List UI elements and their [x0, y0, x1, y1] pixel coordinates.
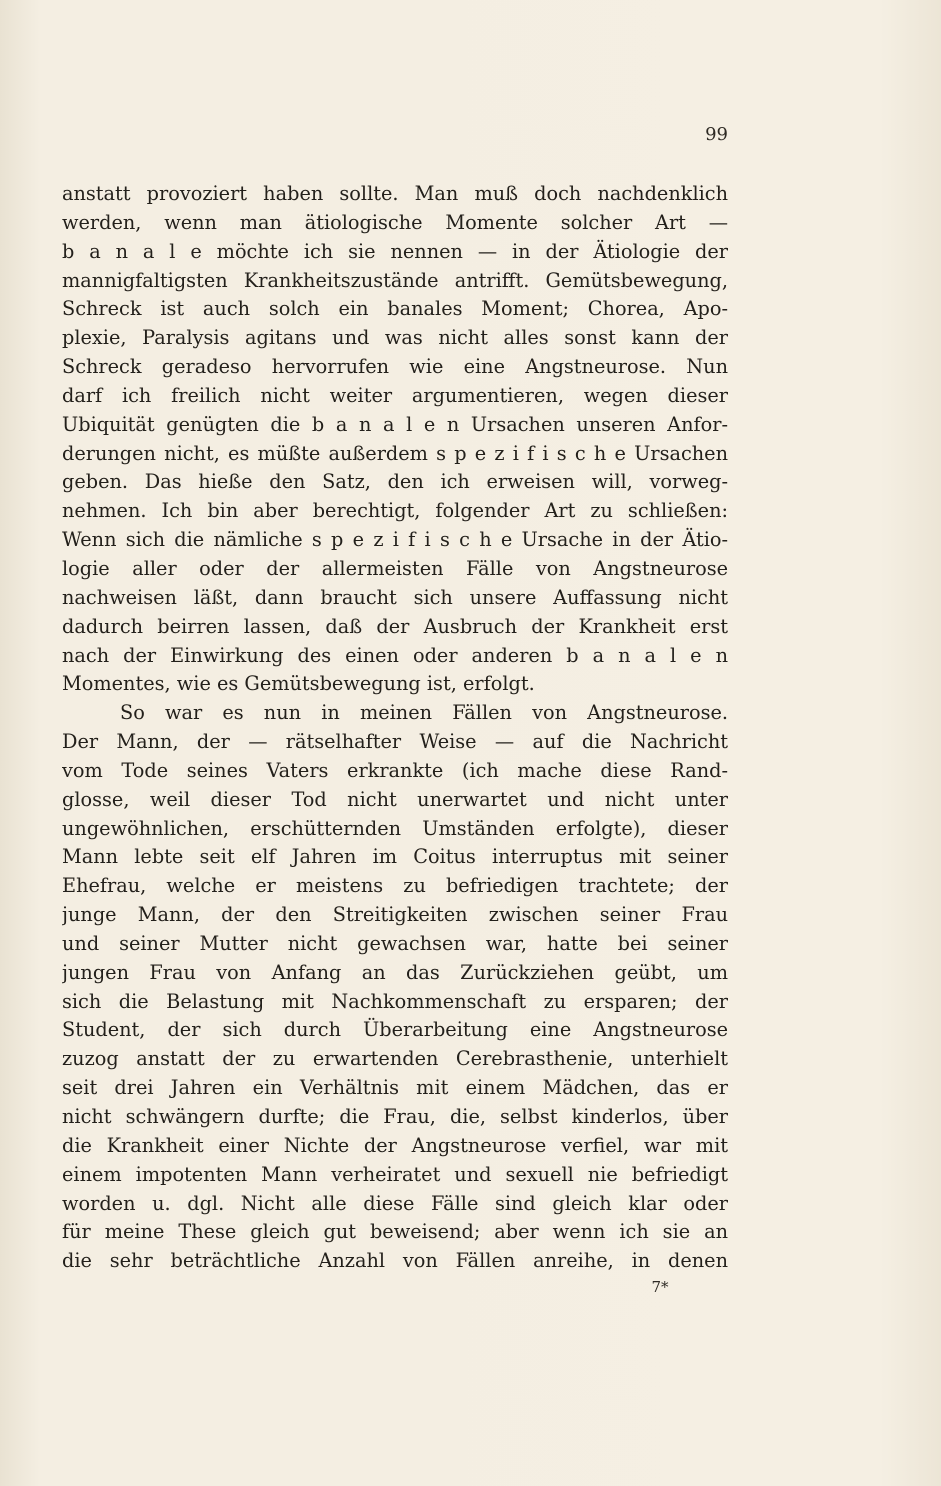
text-line: Student, der sich durch Überarbeitung eine Angstneurose [62, 1018, 728, 1042]
text-line: Der Mann, der — rätselhafter Weise — auf die Nachricht [62, 730, 728, 754]
text-line: Wenn sich die nämliche s p e z i f i s c h e Ursache in der Ätio- [62, 528, 728, 552]
text-line: nicht schwängern durfte; die Frau, die, selbst kinderlos, über [62, 1105, 728, 1128]
paragraph-start-line: So war es nun in meinen Fällen von Angstneurose. [120, 701, 728, 725]
text-line: logie aller oder der allermeisten Fälle von Angstneurose [62, 556, 728, 580]
text-line: junge Mann, der den Streitigkeiten zwischen seiner Frau [62, 903, 728, 927]
text-line: Schreck ist auch solch ein banales Moment; Chorea, Apo- [62, 297, 728, 321]
text-line: für meine These gleich gut beweisend; aber wenn ich sie an [62, 1220, 728, 1244]
text-line: Schreck geradeso hervorrufen wie eine Angstneurose. Nun [62, 355, 728, 379]
text-line: dadurch beirren lassen, daß der Ausbruch der Krankheit erst [62, 614, 728, 638]
signature-mark: 7* [651, 1278, 669, 1296]
text-line: und seiner Mutter nicht gewachsen war, hatte bei seiner [62, 931, 728, 955]
text-line: die sehr beträchtliche Anzahl von Fällen anreihe, in denen [62, 1249, 728, 1273]
page-number: 99 [705, 124, 728, 145]
text-line: darf ich freilich nicht weiter argumentieren, wegen dieser [62, 383, 728, 407]
text-line: nachweisen läßt, dann braucht sich unsere Auffassung nicht [62, 585, 728, 609]
text-line: mannigfaltigsten Krankheitszustände antrifft. Gemütsbewegung, [62, 268, 728, 292]
text-line: b a n a l e möchte ich sie nennen — in der Ätiologie der [62, 239, 728, 263]
text-line: nach der Einwirkung des einen oder anderen b a n a l e n [62, 643, 728, 667]
text-line: derungen nicht, es müßte außerdem s p e z i f i s c h e Ursachen [62, 441, 728, 465]
text-line: werden, wenn man ätiologische Momente solcher Art — [62, 210, 728, 234]
text-line: vom Tode seines Vaters erkrankte (ich mache diese Rand- [62, 758, 728, 782]
text-line: Ubiquität genügten die b a n a l e n Ursachen unseren Anfor- [62, 412, 728, 436]
text-line: einem impotenten Mann verheiratet und sexuell nie befriedigt [62, 1162, 728, 1186]
text-line: plexie, Paralysis agitans und was nicht alles sonst kann der [62, 326, 728, 350]
text-line: Mann lebte seit elf Jahren im Coitus interruptus mit seiner [62, 845, 728, 869]
paragraph-end-line: Momentes, wie es Gemütsbewegung ist, erfolgt. [62, 672, 535, 696]
text-line: worden u. dgl. Nicht alle diese Fälle sind gleich klar oder [62, 1191, 728, 1215]
body-text [62, 180, 728, 1276]
text-line: geben. Das hieße den Satz, den ich erweisen will, vorweg- [62, 470, 728, 494]
text-line: zuzog anstatt der zu erwartenden Cerebrasthenie, unterhielt [62, 1047, 728, 1071]
text-line: ungewöhnlichen, erschütternden Umständen erfolgte), dieser [62, 816, 728, 840]
text-line: glosse, weil dieser Tod nicht unerwartet und nicht unter [62, 787, 728, 811]
text-line: anstatt provoziert haben sollte. Man muß doch nachdenklich [62, 182, 728, 205]
text-line: jungen Frau von Anfang an das Zurückziehen geübt, um [62, 960, 728, 984]
text-line: nehmen. Ich bin aber berechtigt, folgender Art zu schließen: [62, 499, 728, 523]
text-line: Ehefrau, welche er meistens zu befriedigen trachtete; der [62, 874, 728, 898]
text-line: seit drei Jahren ein Verhältnis mit einem Mädchen, das er [62, 1076, 728, 1100]
text-line: sich die Belastung mit Nachkommenschaft zu ersparen; der [62, 989, 728, 1013]
text-line: die Krankheit einer Nichte der Angstneurose verfiel, war mit [62, 1133, 728, 1157]
